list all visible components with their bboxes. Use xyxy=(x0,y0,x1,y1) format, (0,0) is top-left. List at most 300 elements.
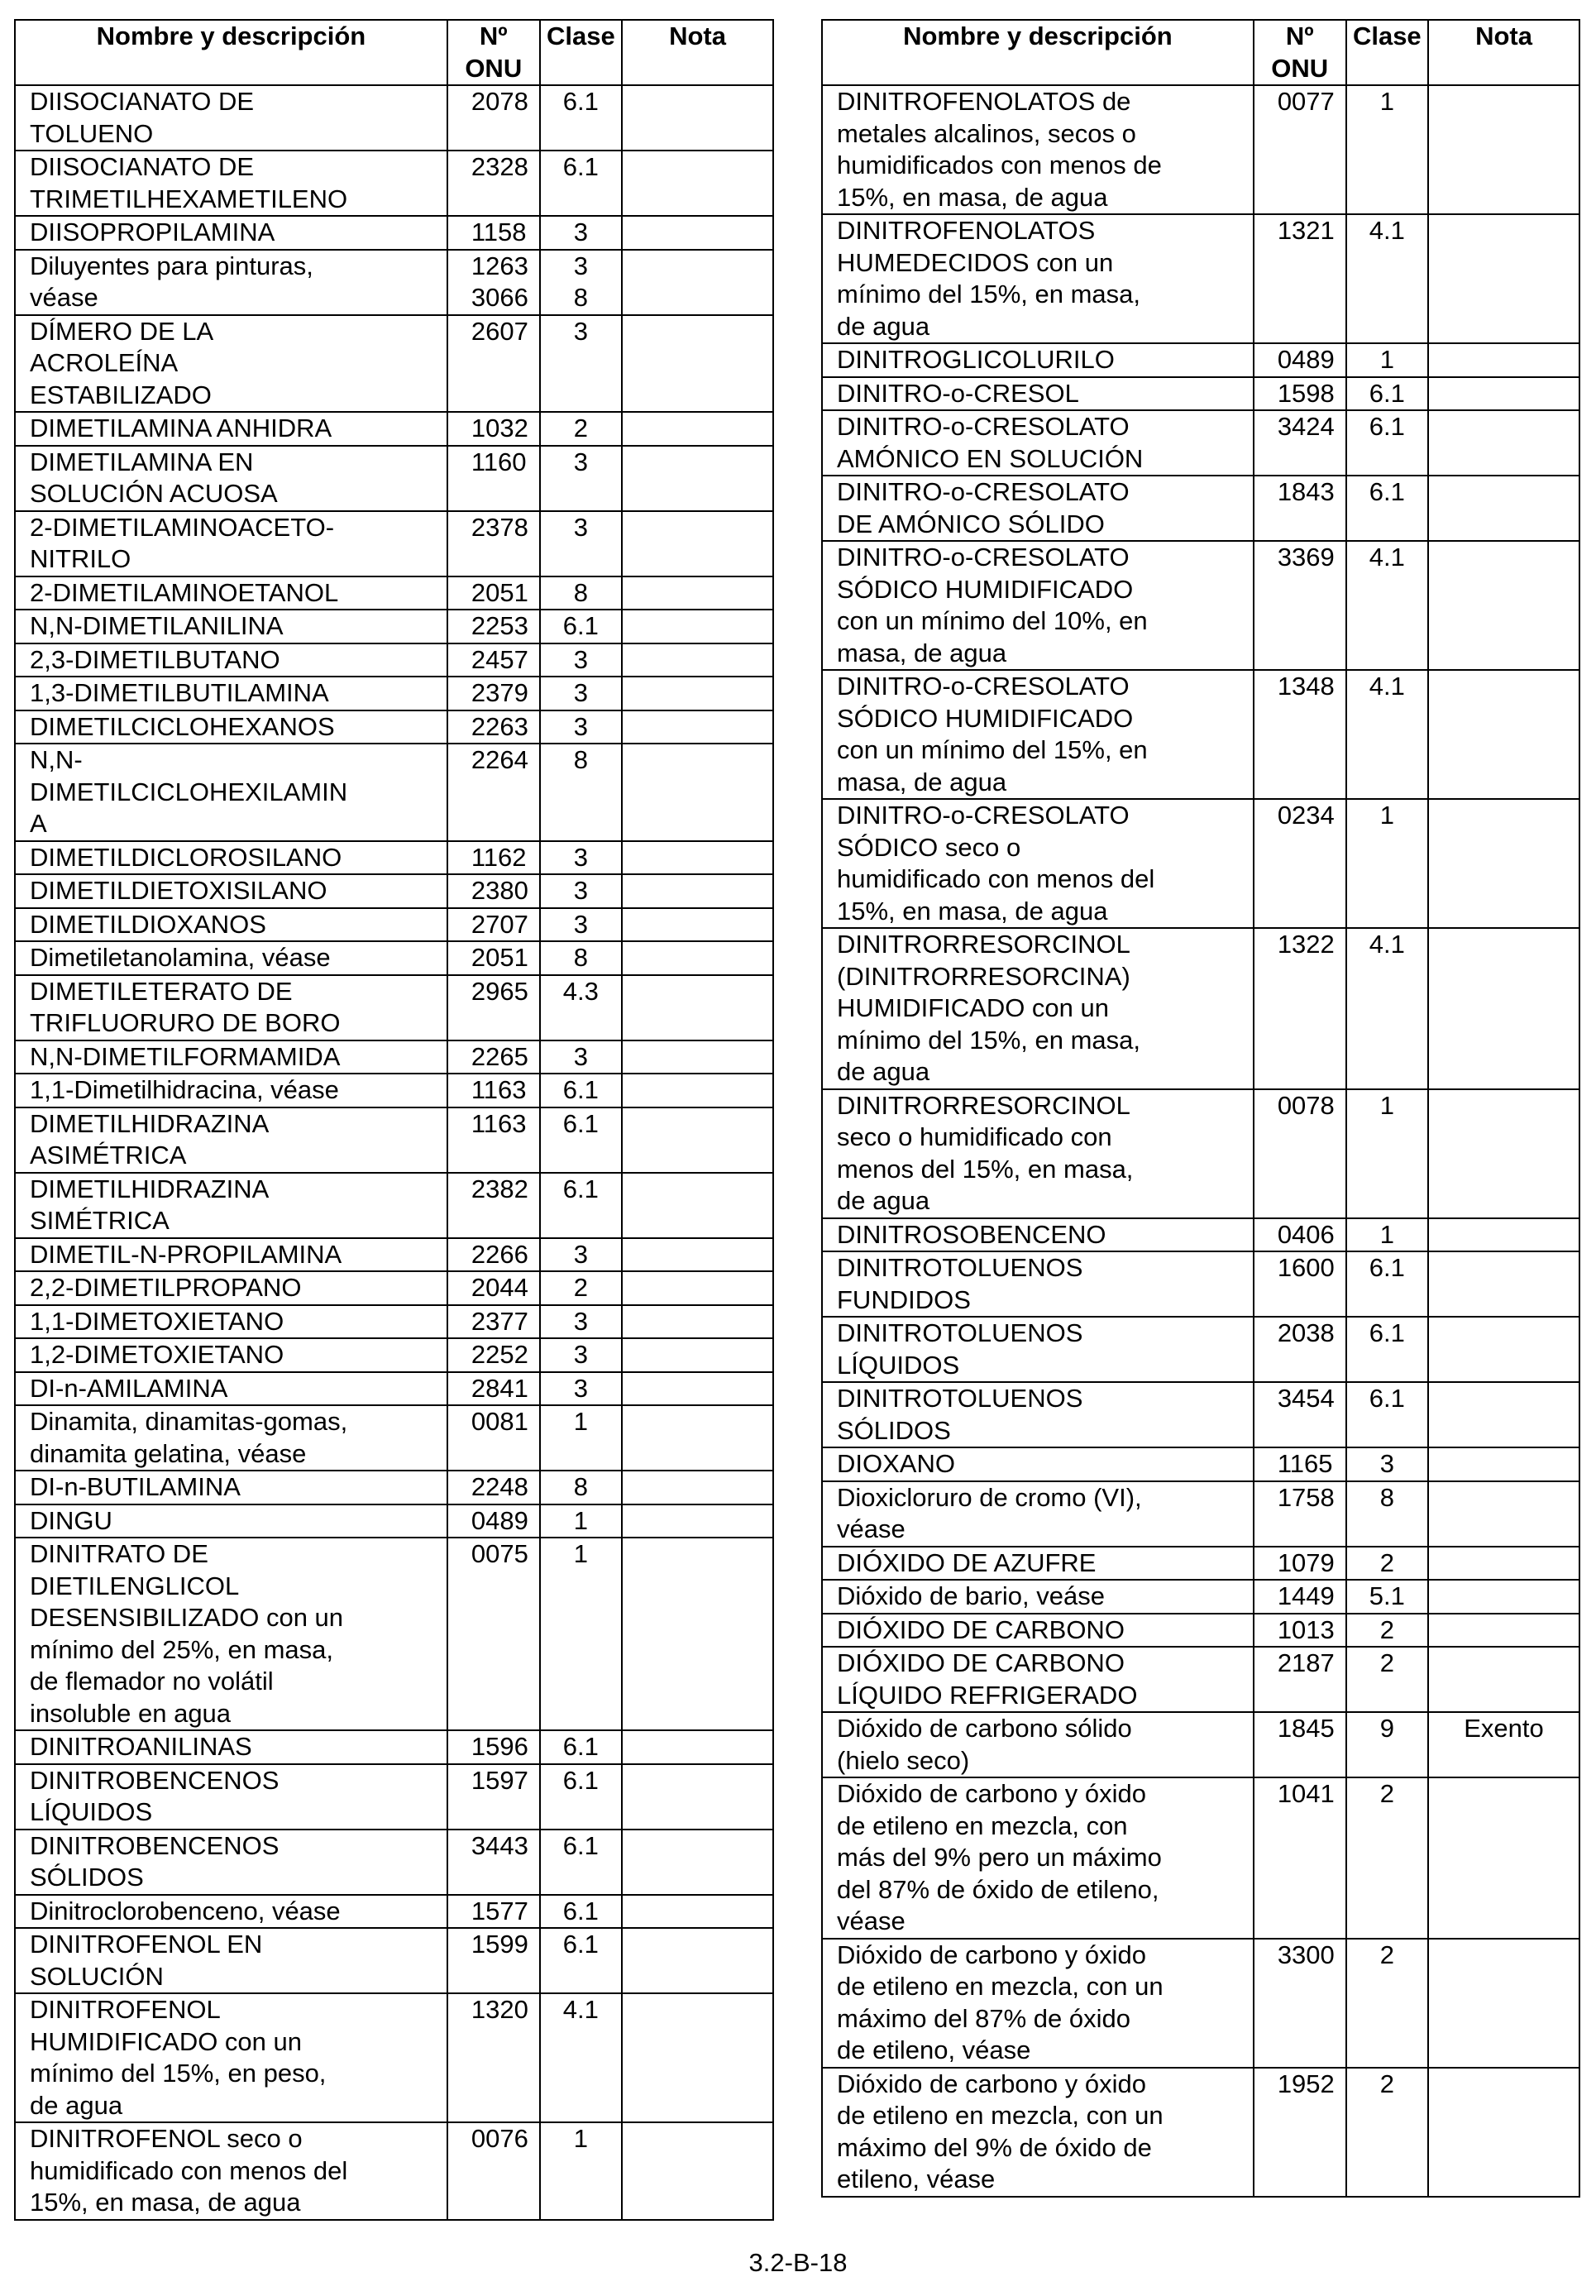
substance-name-cell xyxy=(822,85,1254,214)
un-number-line: 2187 xyxy=(1277,1648,1335,1677)
table-row xyxy=(15,841,773,875)
class-line: 3 xyxy=(573,1239,588,1269)
class-line: 6.1 xyxy=(562,87,599,116)
substance-name-line: DE AMÓNICO SÓLIDO xyxy=(837,509,1105,538)
substance-name-cell xyxy=(15,1993,447,2122)
class-line: 3 xyxy=(573,909,588,939)
note-cell xyxy=(622,1173,773,1238)
table-row xyxy=(822,1481,1579,1547)
substance-name-line: AMÓNICO EN SOLUCIÓN xyxy=(837,443,1144,473)
note-cell xyxy=(1428,1777,1579,1939)
class-line: 2 xyxy=(573,1273,588,1302)
substance-name-line: (hielo seco) xyxy=(837,1745,970,1775)
note-cell xyxy=(622,151,773,216)
table-header-row xyxy=(15,20,773,85)
un-number-line: 1079 xyxy=(1277,1547,1335,1577)
substance-name-line: humidificado con menos del xyxy=(837,864,1155,893)
class-cell xyxy=(540,1040,622,1074)
class-cell xyxy=(540,576,622,610)
un-number-line: 0077 xyxy=(1277,87,1335,116)
substance-name-cell xyxy=(822,410,1254,476)
un-number-cell xyxy=(447,1074,540,1107)
note-cell xyxy=(1428,1939,1579,2068)
substance-name-line: insoluble en agua xyxy=(30,1698,232,1728)
substance-name-cell xyxy=(15,1730,447,1764)
un-number-line: 1843 xyxy=(1277,477,1335,506)
class-line: 3 xyxy=(573,1041,588,1071)
un-number-line: 2965 xyxy=(471,976,528,1006)
table-row xyxy=(15,908,773,942)
substance-name-cell xyxy=(15,643,447,677)
table-row xyxy=(822,1647,1579,1712)
substance-name-line: de agua xyxy=(837,1186,930,1215)
substance-name-line: DIMETILHIDRAZINA xyxy=(30,1174,270,1203)
substance-name-line: Dióxido de carbono y óxido xyxy=(837,2069,1146,2098)
substance-name-line: SÓDICO HUMIDIFICADO xyxy=(837,574,1134,604)
substance-name-line: DI-n-AMILAMINA xyxy=(30,1373,228,1403)
table-row xyxy=(822,799,1579,928)
header-onu-line: ONU xyxy=(1271,53,1329,83)
substance-name-line: DIÓXIDO DE AZUFRE xyxy=(837,1547,1097,1577)
un-number-line: 3454 xyxy=(1277,1384,1335,1413)
substance-name-line: 15%, en masa, de agua xyxy=(837,896,1108,926)
substance-name-line: de etileno en mezcla, con xyxy=(837,1810,1128,1840)
table-row xyxy=(822,1547,1579,1581)
un-number-cell xyxy=(447,841,540,875)
class-cell xyxy=(540,2122,622,2220)
note-cell xyxy=(1428,1547,1579,1581)
un-number-cell xyxy=(447,412,540,446)
un-number-line: 1321 xyxy=(1277,216,1335,245)
substance-name-line: DINITROTOLUENOS xyxy=(837,1318,1083,1347)
class-cell xyxy=(1346,1317,1428,1382)
class-cell xyxy=(540,941,622,975)
un-number-cell xyxy=(1254,476,1346,541)
un-number-line: 1599 xyxy=(471,1930,528,1959)
un-number-cell xyxy=(447,643,540,677)
un-number-line: 2379 xyxy=(471,678,528,707)
substance-name-line: DIMETILCICLOHEXILAMIN xyxy=(30,777,348,806)
header-onu xyxy=(1254,20,1346,85)
header-onu-line: Nº xyxy=(479,22,508,50)
table-row xyxy=(15,1928,773,1993)
note-cell xyxy=(622,1338,773,1372)
un-number-cell xyxy=(447,85,540,151)
note-cell xyxy=(1428,1614,1579,1648)
class-line: 6.1 xyxy=(562,1108,599,1138)
table-row xyxy=(15,1730,773,1764)
class-line: 6.1 xyxy=(562,1765,599,1795)
class-line: 3 xyxy=(573,218,588,246)
note-cell xyxy=(622,446,773,511)
substance-name-line: DINITRORRESORCINOL xyxy=(837,1090,1130,1120)
un-number-line: 1013 xyxy=(1277,1614,1335,1644)
substance-name-line: DINITROTOLUENOS xyxy=(837,1384,1083,1413)
substance-name-line: DINITROSOBENCENO xyxy=(837,1219,1106,1249)
substance-name-line: TRIFLUORURO DE BORO xyxy=(30,1008,341,1037)
class-cell xyxy=(540,1173,622,1238)
un-number-line: 2263 xyxy=(471,711,528,741)
class-line: 8 xyxy=(573,1472,588,1501)
substance-name-line: 2,2-DIMETILPROPANO xyxy=(30,1273,302,1302)
header-clase: Clase xyxy=(1346,20,1428,85)
table-row xyxy=(822,377,1579,411)
note-cell xyxy=(622,1830,773,1895)
un-number-line: 1577 xyxy=(471,1896,528,1925)
note-cell xyxy=(622,1730,773,1764)
class-cell xyxy=(540,610,622,643)
note-cell xyxy=(622,1238,773,1272)
table-row xyxy=(15,1238,773,1272)
substance-name-line: con un mínimo del 15%, en xyxy=(837,735,1148,764)
substance-name-line: N,N-DIMETILANILINA xyxy=(30,611,284,640)
table-row xyxy=(822,541,1579,670)
un-number-line: 0075 xyxy=(471,1539,528,1568)
class-cell xyxy=(540,643,622,677)
class-line: 6.1 xyxy=(562,1174,599,1203)
un-number-cell xyxy=(447,1504,540,1538)
note-cell xyxy=(1428,670,1579,799)
un-number-line: 1162 xyxy=(471,842,527,872)
class-line: 6.1 xyxy=(1369,1253,1405,1282)
note-cell xyxy=(622,643,773,677)
page-number: 3.2-B-18 xyxy=(748,2248,848,2277)
un-number-line: 2248 xyxy=(471,1472,528,1501)
class-cell xyxy=(540,1271,622,1305)
un-number-line: 2264 xyxy=(471,745,528,774)
note-cell xyxy=(622,1305,773,1339)
un-number-cell xyxy=(447,1730,540,1764)
substance-name-line: DINITROBENCENOS xyxy=(30,1830,280,1860)
class-line: 2 xyxy=(1379,1940,1394,1969)
un-number-line: 2253 xyxy=(471,611,528,640)
substance-name-cell xyxy=(822,214,1254,343)
substance-name-cell xyxy=(15,1538,447,1730)
substance-name-line: A xyxy=(30,809,47,838)
un-number-line: 2265 xyxy=(471,1041,528,1071)
substance-name-cell xyxy=(822,1382,1254,1447)
table-row xyxy=(15,315,773,413)
table-row xyxy=(15,1107,773,1173)
class-line: 2 xyxy=(1379,1648,1394,1677)
note-cell xyxy=(622,250,773,315)
un-number-cell xyxy=(1254,1547,1346,1581)
header-onu xyxy=(447,20,540,85)
class-line: 3 xyxy=(573,644,588,674)
note-cell xyxy=(1428,1481,1579,1547)
un-number-cell xyxy=(1254,1218,1346,1252)
un-number-line: 2252 xyxy=(471,1340,528,1369)
class-line: 3 xyxy=(573,251,588,280)
substance-name-line: DINITROFENOLATOS de xyxy=(837,87,1131,116)
substance-name-line: DÍMERO DE LA xyxy=(30,316,214,346)
substance-name-cell xyxy=(15,412,447,446)
substance-name-cell xyxy=(15,1405,447,1471)
class-cell xyxy=(540,1993,622,2122)
class-line: 1 xyxy=(573,1407,588,1436)
class-line: 3 xyxy=(573,316,588,346)
note-cell xyxy=(1428,377,1579,411)
note-cell xyxy=(1428,1447,1579,1481)
un-number-cell xyxy=(447,511,540,576)
note-cell xyxy=(622,1271,773,1305)
substance-name-line: menos del 15%, en masa, xyxy=(837,1154,1134,1184)
substance-name-line: 1,2-DIMETOXIETANO xyxy=(30,1340,284,1369)
class-cell xyxy=(1346,1647,1428,1712)
un-number-line: 1449 xyxy=(1277,1581,1335,1610)
note-cell xyxy=(1428,476,1579,541)
un-number-cell xyxy=(447,710,540,744)
un-number-line: 0078 xyxy=(1277,1090,1335,1120)
class-cell xyxy=(540,412,622,446)
un-number-line: 2044 xyxy=(471,1273,528,1302)
un-number-line: 3369 xyxy=(1277,543,1335,572)
un-number-cell xyxy=(1254,1447,1346,1481)
substance-name-line: HUMIDIFICADO con un xyxy=(30,2026,303,2056)
class-cell xyxy=(1346,541,1428,670)
note-cell xyxy=(622,677,773,710)
un-number-line: 1160 xyxy=(471,447,527,476)
substance-name-line: con un mínimo del 10%, en xyxy=(837,606,1148,635)
un-number-cell xyxy=(1254,541,1346,670)
substance-name-line: DIÓXIDO DE CARBONO xyxy=(837,1648,1125,1677)
table-row xyxy=(15,151,773,216)
un-number-cell xyxy=(447,744,540,841)
substance-name-line: (DINITRORRESORCINA) xyxy=(837,961,1130,991)
table-row xyxy=(15,643,773,677)
substance-name-line: máximo del 9% de óxido de xyxy=(837,2132,1152,2162)
substance-name-line: DINITRO-o-CRESOLATO xyxy=(837,801,1130,830)
substance-name-cell xyxy=(15,841,447,875)
un-number-cell xyxy=(1254,670,1346,799)
un-number-cell xyxy=(447,151,540,216)
table-row xyxy=(822,1712,1579,1777)
un-number-line: 2382 xyxy=(471,1174,528,1203)
table-row xyxy=(15,874,773,908)
class-line: 3 xyxy=(573,447,588,476)
header-clase: Clase xyxy=(540,20,622,85)
class-line: 6.1 xyxy=(562,1732,599,1761)
substance-name-cell xyxy=(822,670,1254,799)
class-cell xyxy=(540,1764,622,1830)
table-row xyxy=(822,343,1579,377)
un-number-cell xyxy=(447,941,540,975)
substance-name-line: DI-n-BUTILAMINA xyxy=(30,1472,241,1501)
substance-name-cell xyxy=(15,1074,447,1107)
class-line: 3 xyxy=(573,842,588,872)
substance-name-cell xyxy=(15,2122,447,2220)
class-cell xyxy=(1346,1712,1428,1777)
un-number-cell xyxy=(447,1830,540,1895)
un-number-cell xyxy=(447,2122,540,2220)
un-number-line: 2841 xyxy=(471,1373,528,1403)
class-cell xyxy=(540,1405,622,1471)
table-row xyxy=(822,85,1579,214)
note-cell xyxy=(622,1107,773,1173)
table-row xyxy=(822,476,1579,541)
substance-name-line: masa, de agua xyxy=(837,767,1007,796)
substance-name-line: Dióxido de carbono y óxido xyxy=(837,1779,1146,1808)
substance-name-line: DIMETILHIDRAZINA xyxy=(30,1108,270,1138)
table-row xyxy=(15,2122,773,2220)
table-row xyxy=(822,1939,1579,2068)
class-line: 1 xyxy=(1379,345,1394,374)
un-number-line: 0406 xyxy=(1277,1219,1335,1249)
substance-name-line: DINITRORRESORCINOL xyxy=(837,930,1130,959)
class-cell xyxy=(1346,1382,1428,1447)
table-row xyxy=(15,1538,773,1730)
note-cell xyxy=(622,975,773,1040)
note-cell xyxy=(622,1372,773,1406)
table-row xyxy=(15,744,773,841)
un-number-line: 1952 xyxy=(1277,2069,1335,2098)
substance-name-cell xyxy=(822,1218,1254,1252)
table-row xyxy=(15,1405,773,1471)
note-cell xyxy=(622,1895,773,1929)
table-row xyxy=(15,1338,773,1372)
substance-name-cell xyxy=(822,1939,1254,2068)
note-cell xyxy=(622,1040,773,1074)
substance-name-line: 2-DIMETILAMINOETANOL xyxy=(30,577,339,607)
note-cell xyxy=(622,412,773,446)
un-number-cell xyxy=(447,1271,540,1305)
class-line: 2 xyxy=(1379,2069,1394,2098)
table-row xyxy=(15,610,773,643)
substance-name-cell xyxy=(15,677,447,710)
note-cell xyxy=(622,1504,773,1538)
un-number-line: 1600 xyxy=(1277,1253,1335,1282)
table-row xyxy=(15,1305,773,1339)
un-number-line: 0076 xyxy=(471,2124,528,2153)
substance-name-line: 15%, en masa, de agua xyxy=(837,182,1108,212)
un-number-cell xyxy=(1254,1089,1346,1218)
class-cell xyxy=(1346,343,1428,377)
note-cell xyxy=(1428,214,1579,343)
note-cell xyxy=(1428,1647,1579,1712)
substance-name-cell xyxy=(822,343,1254,377)
class-cell xyxy=(540,874,622,908)
substance-name-cell xyxy=(15,1107,447,1173)
note-cell xyxy=(1428,1089,1579,1218)
table-row xyxy=(15,975,773,1040)
un-number-cell xyxy=(1254,1647,1346,1712)
class-cell xyxy=(540,908,622,942)
un-number-line: 1320 xyxy=(471,1995,528,2024)
substance-name-line: Dióxido de bario, veáse xyxy=(837,1581,1105,1610)
substance-name-cell xyxy=(822,1251,1254,1317)
substance-name-cell xyxy=(822,1317,1254,1382)
substance-name-cell xyxy=(15,446,447,511)
substance-name-line: SOLUCIÓN ACUOSA xyxy=(30,479,278,508)
class-line: 3 xyxy=(573,512,588,542)
header-name: Nombre y descripción xyxy=(822,20,1254,85)
class-cell xyxy=(540,975,622,1040)
class-cell xyxy=(540,1504,622,1538)
class-cell xyxy=(540,744,622,841)
substance-name-line: DINITROFENOLATOS xyxy=(837,216,1096,245)
class-cell xyxy=(1346,1777,1428,1939)
un-number-cell xyxy=(447,677,540,710)
substance-name-line: seco o humidificado con xyxy=(837,1122,1112,1151)
class-line: 3 xyxy=(573,711,588,741)
table-row xyxy=(822,1447,1579,1481)
un-number-line: 1322 xyxy=(1277,930,1335,959)
substance-name-cell xyxy=(15,610,447,643)
un-number-cell xyxy=(1254,214,1346,343)
un-number-cell xyxy=(447,315,540,413)
substance-name-cell xyxy=(15,1271,447,1305)
substance-name-cell xyxy=(15,250,447,315)
note-cell xyxy=(622,1764,773,1830)
un-number-cell xyxy=(447,610,540,643)
class-line: 6.1 xyxy=(1369,378,1405,408)
substance-name-line: DINITROBENCENOS xyxy=(30,1765,280,1795)
substance-name-line: de etileno, véase xyxy=(837,2035,1031,2064)
un-number-cell xyxy=(447,1372,540,1406)
class-cell xyxy=(540,511,622,576)
un-number-cell xyxy=(447,1928,540,1993)
class-cell xyxy=(540,841,622,875)
table-row xyxy=(822,2068,1579,2197)
class-line: 4.1 xyxy=(1369,543,1405,572)
un-number-cell xyxy=(447,975,540,1040)
class-line: 3 xyxy=(1379,1449,1394,1478)
un-number-cell xyxy=(447,1895,540,1929)
table-body-right xyxy=(822,85,1579,2197)
class-cell xyxy=(540,1238,622,1272)
note-cell xyxy=(1428,1218,1579,1252)
class-line: 1 xyxy=(1379,1090,1394,1120)
class-cell xyxy=(540,1538,622,1730)
substance-name-line: TOLUENO xyxy=(30,118,154,148)
class-cell xyxy=(540,1895,622,1929)
un-number-line: 1596 xyxy=(471,1732,528,1761)
un-number-cell xyxy=(1254,1939,1346,2068)
un-number-line: 3300 xyxy=(1277,1940,1335,1969)
un-number-cell xyxy=(447,1173,540,1238)
substance-name-line: DIMETILDICLOROSILANO xyxy=(30,842,342,872)
un-number-line: 2377 xyxy=(471,1306,528,1336)
un-number-cell xyxy=(1254,1712,1346,1777)
substance-name-line: DIMETILCICLOHEXANOS xyxy=(30,711,335,741)
substance-name-line: SÓLIDOS xyxy=(30,1863,144,1892)
class-cell xyxy=(1346,214,1428,343)
class-cell xyxy=(540,1338,622,1372)
table-row xyxy=(15,1040,773,1074)
substance-name-cell xyxy=(15,576,447,610)
note-cell xyxy=(1428,1251,1579,1317)
class-line: 8 xyxy=(1379,1482,1394,1512)
substance-name-line: 2,3-DIMETILBUTANO xyxy=(30,644,280,674)
note-cell xyxy=(1428,85,1579,214)
header-nota: Nota xyxy=(1428,20,1579,85)
un-number-cell xyxy=(447,1338,540,1372)
substance-name-line: DIMETILDIETOXISILANO xyxy=(30,876,327,905)
class-cell xyxy=(1346,1218,1428,1252)
class-line: 3 xyxy=(573,876,588,905)
substance-name-line: Dinamita, dinamitas-gomas, xyxy=(30,1407,348,1436)
un-number-cell xyxy=(447,446,540,511)
table-row xyxy=(822,1317,1579,1382)
un-number-line: 1845 xyxy=(1277,1714,1335,1743)
substance-name-line: DINITRO-o-CRESOLATO xyxy=(837,672,1130,701)
un-number-line: 0234 xyxy=(1277,801,1335,830)
class-line: 6.1 xyxy=(562,1075,599,1104)
un-number-cell xyxy=(447,1764,540,1830)
un-number-line: 1163 xyxy=(471,1108,527,1138)
substance-name-line: ESTABILIZADO xyxy=(30,380,212,409)
class-line: 1 xyxy=(1379,801,1394,830)
